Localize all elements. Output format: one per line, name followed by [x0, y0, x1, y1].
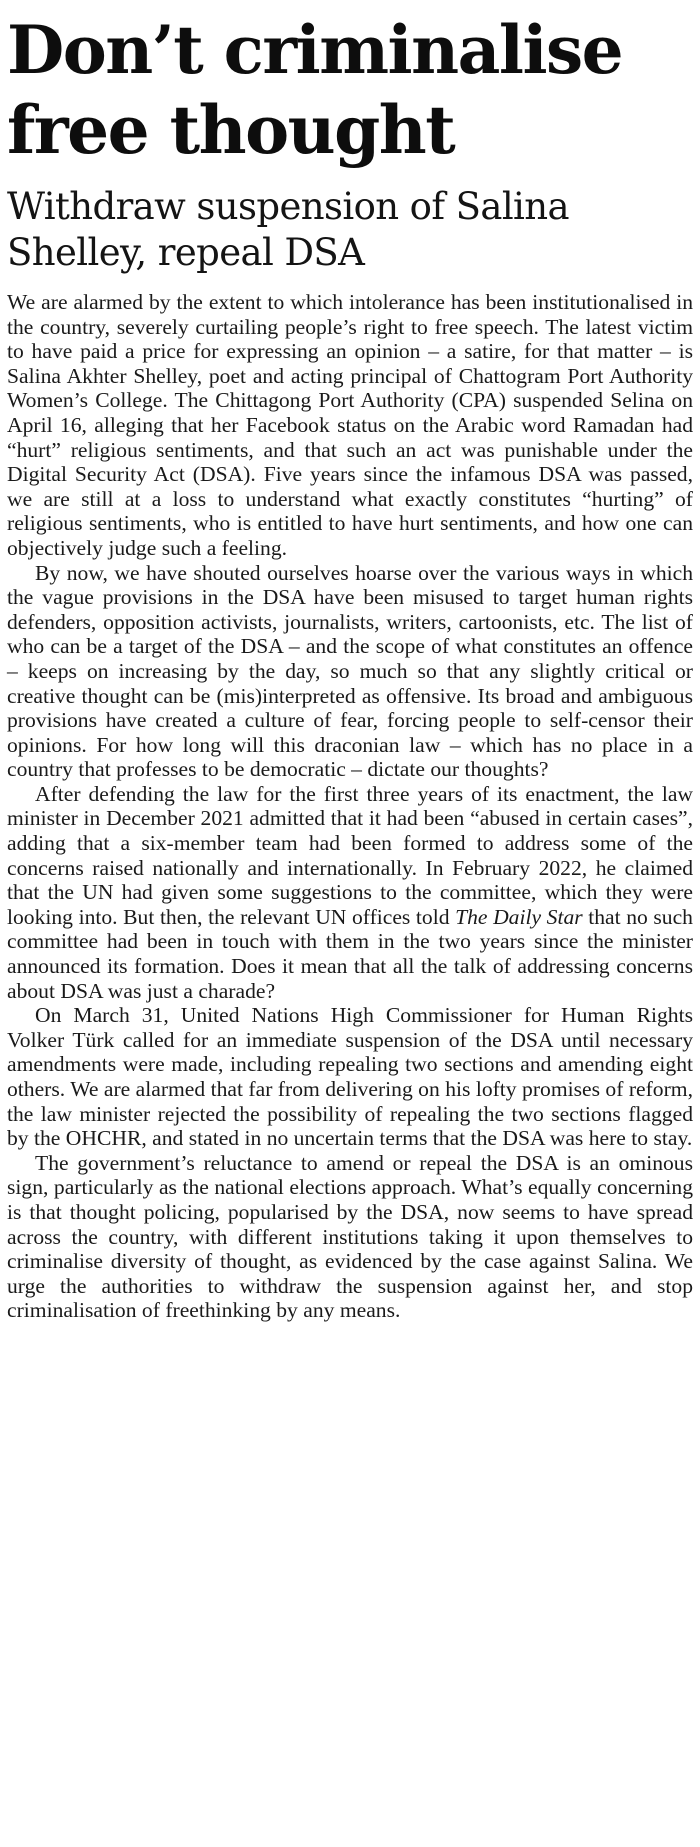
headline-line-2: free thought — [7, 91, 455, 169]
headline-line-1: Don’t criminalise — [7, 11, 623, 89]
paragraph-1: We are alarmed by the extent to which intolerance has been institutionalised in the country, severely curtailing people’s right to free speech. The latest victim to have paid a price for expressing an opinion – a satire, for that matter – is Salina Akhter Shelley, poet and acting principal of Chattogram Port Authority Women’s College. The Chittagong Port Authority (CPA) suspended Selina on April 16, alleging that her Facebook status on the Arabic word Ramadan had “hurt” religious sentiments, and that such an act was punishable under the Digital Security Act (DSA). Five years since the infamous DSA was passed, we are still at a loss to understand what exactly constitutes “hurting” of religious sentiments, who is entitled to have hurt sentiments, and how one can objectively judge such a feeling. — [7, 290, 693, 560]
article-body — [7, 290, 693, 1323]
paragraph-4: On March 31, United Nations High Commissioner for Human Rights Volker Türk called for an immediate suspension of the DSA until necessary amendments were made, including repealing two sections and amending eight others. We are alarmed that far from delivering on his lofty promises of reform, the law minister rejected the possibility of repealing the two sections flagged by the OHCHR, and stated in no uncertain terms that the DSA was here to stay. — [7, 1003, 693, 1151]
paragraph-3 — [7, 782, 693, 1003]
subheadline — [7, 184, 693, 276]
paragraph-3-text-a: After defending the law for the first three years of its enactment, the law minister in December 2021 admitted that it had been “abused in certain cases”, adding that a six-member team had been formed to address some of the concerns raised nationally and internationally. In February 2022, he claimed that the UN had given some suggestions to the committee, which they were looking into. But then, the relevant UN offices told — [7, 781, 693, 929]
paragraph-2: By now, we have shouted ourselves hoarse over the various ways in which the vague provisions in the DSA have been misused to target human rights defenders, opposition activists, journalists, writers, cartoonists, etc. The list of who can be a target of the DSA – and the scope of what constitutes an offence – keeps on increasing by the day, so much so that any slightly critical or creative thought can be (mis)interpreted as offensive. Its broad and ambiguous provisions have created a culture of fear, forcing people to self-censor their opinions. For how long will this draconian law – which has no place in a country that professes to be democratic – dictate our thoughts? — [7, 560, 693, 782]
newspaper-name: The Daily Star — [455, 904, 583, 929]
headline — [7, 10, 693, 170]
subheadline-line-1: Withdraw suspension of Salina — [7, 185, 569, 228]
paragraph-5: The government’s reluctance to amend or repeal the DSA is an ominous sign, particularly as the national elections approach. What’s equally concerning is that thought policing, popularised by the DSA, now seems to have spread across the country, with different institutions taking it upon themselves to criminalise diversity of thought, as evidenced by the case against Salina. We urge the authorities to withdraw the suspension against her, and stop criminalisation of freethinking by any means. — [7, 1150, 693, 1323]
paragraph-3-text-b: that no such committee had been in touch with them in the two years since the minister announced its formation. Does it mean that all the talk of addressing concerns about DSA was just a charade? — [7, 904, 693, 1003]
subheadline-line-2: Shelley, repeal DSA — [7, 231, 365, 274]
